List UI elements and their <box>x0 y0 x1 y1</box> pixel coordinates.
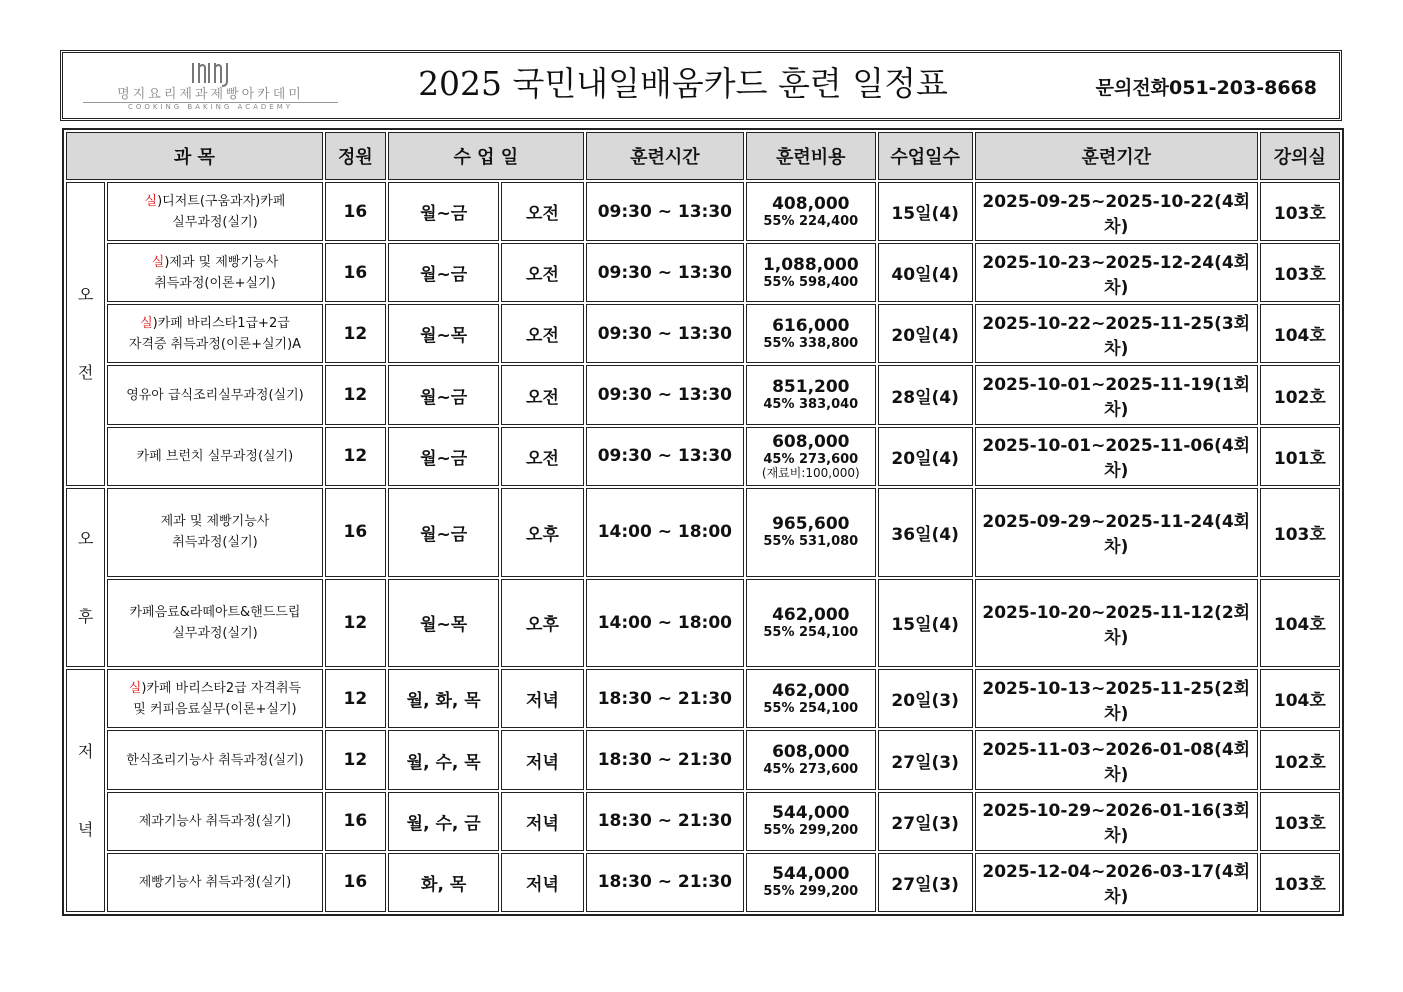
fee-subsidy: 45% 273,600 <box>763 451 859 467</box>
page-header <box>60 50 1342 121</box>
fee-subsidy: 55% 531,080 <box>763 534 859 550</box>
time-of-day-cell: 오전 <box>501 304 583 363</box>
course-name-line2: 자격증 취득과정(이론+실기)A <box>128 336 302 352</box>
table-row <box>66 365 1340 424</box>
training-time-cell: 14:00 ~ 18:00 <box>586 488 745 577</box>
class-days-cell: 월~목 <box>388 304 499 363</box>
table-row <box>66 792 1340 851</box>
academy-logo <box>83 59 338 115</box>
capacity-cell: 16 <box>325 243 386 302</box>
fee-cell <box>746 853 875 912</box>
room-cell: 101호 <box>1260 427 1340 486</box>
capacity-cell: 12 <box>325 304 386 363</box>
training-period-cell: 2025-09-29~2025-11-24(4회차) <box>975 488 1258 577</box>
fee-subsidy: 45% 273,600 <box>763 762 859 778</box>
training-time-cell: 09:30 ~ 13:30 <box>586 427 745 486</box>
fee-subsidy: 55% 299,200 <box>763 823 859 839</box>
course-name-line1: 제빵기능사 취득과정(실기) <box>138 874 292 890</box>
time-of-day-cell: 오전 <box>501 182 583 241</box>
session-label <box>66 182 105 486</box>
day-count-cell: 27일(3) <box>878 730 973 789</box>
session-char: 전 <box>77 362 94 382</box>
day-count-cell: 28일(4) <box>878 365 973 424</box>
course-name-line1: 한식조리기능사 취득과정(실기) <box>126 752 304 768</box>
room-cell: 103호 <box>1260 243 1340 302</box>
day-count-cell: 15일(4) <box>878 579 973 668</box>
time-of-day-cell: 저녁 <box>501 792 583 851</box>
training-time-cell: 18:30 ~ 21:30 <box>586 792 745 851</box>
fee-cell <box>746 427 875 486</box>
table-row <box>66 182 1340 241</box>
course-name-line1: )카페 바리스타1급+2급 <box>152 315 290 331</box>
room-cell: 103호 <box>1260 853 1340 912</box>
table-body <box>66 182 1340 912</box>
class-days-cell: 월~금 <box>388 488 499 577</box>
course-name <box>107 182 323 241</box>
day-count-cell: 36일(4) <box>878 488 973 577</box>
day-count-cell: 20일(4) <box>878 304 973 363</box>
course-name-line2: 취득과정(이론+실기) <box>154 275 276 291</box>
training-time-cell: 18:30 ~ 21:30 <box>586 669 745 728</box>
logo-english-text: COOKING BAKING ACADEMY <box>127 103 294 111</box>
header-day-count: 수업일수 <box>878 132 973 180</box>
fee-cell <box>746 488 875 577</box>
header-capacity: 정원 <box>325 132 386 180</box>
class-days-cell: 월~목 <box>388 579 499 668</box>
table-header-row <box>66 132 1340 180</box>
fee-amount: 544,000 <box>772 803 850 824</box>
training-period-cell: 2025-10-29~2026-01-16(3회차) <box>975 792 1258 851</box>
fee-amount: 851,200 <box>772 377 850 398</box>
fee-cell <box>746 579 875 668</box>
training-time-cell: 18:30 ~ 21:30 <box>586 853 745 912</box>
fee-amount: 408,000 <box>772 193 850 214</box>
class-days-cell: 화, 목 <box>388 853 499 912</box>
fee-cell <box>746 730 875 789</box>
time-of-day-cell: 저녁 <box>501 730 583 789</box>
table-row <box>66 488 1340 577</box>
capacity-cell: 16 <box>325 488 386 577</box>
session-char: 오 <box>77 284 94 304</box>
session-char: 오 <box>77 528 94 548</box>
fee-cell <box>746 243 875 302</box>
session-char: 저 <box>77 741 94 761</box>
time-of-day-cell: 오전 <box>501 243 583 302</box>
table-row <box>66 730 1340 789</box>
table-row <box>66 427 1340 486</box>
day-count-cell: 27일(3) <box>878 792 973 851</box>
capacity-cell: 16 <box>325 792 386 851</box>
class-days-cell: 월, 화, 목 <box>388 669 499 728</box>
capacity-cell: 12 <box>325 730 386 789</box>
course-name <box>107 304 323 363</box>
class-days-cell: 월~금 <box>388 243 499 302</box>
day-count-cell: 40일(4) <box>878 243 973 302</box>
fee-cell <box>746 182 875 241</box>
room-cell: 102호 <box>1260 365 1340 424</box>
class-days-cell: 월~금 <box>388 427 499 486</box>
session-label <box>66 669 105 912</box>
class-days-cell: 월, 수, 금 <box>388 792 499 851</box>
capacity-cell: 12 <box>325 669 386 728</box>
course-name-line1: )제과 및 제빵기능사 <box>164 254 279 270</box>
fee-amount: 608,000 <box>772 431 850 452</box>
course-name-line1: 카페 브런치 실무과정(실기) <box>136 448 294 464</box>
fee-amount: 616,000 <box>772 315 850 336</box>
capacity-cell: 16 <box>325 182 386 241</box>
capacity-cell: 16 <box>325 853 386 912</box>
training-period-cell: 2025-10-20~2025-11-12(2회차) <box>975 579 1258 668</box>
day-count-cell: 20일(4) <box>878 427 973 486</box>
training-period-cell: 2025-12-04~2026-03-17(4회차) <box>975 853 1258 912</box>
fee-cell <box>746 669 875 728</box>
training-period-cell: 2025-10-22~2025-11-25(3회차) <box>975 304 1258 363</box>
class-days-cell: 월~금 <box>388 365 499 424</box>
practical-mark: 실 <box>151 254 165 270</box>
fee-subsidy: 55% 254,100 <box>763 624 859 640</box>
course-name <box>107 853 323 912</box>
training-time-cell: 09:30 ~ 13:30 <box>586 243 745 302</box>
fee-subsidy: 45% 383,040 <box>763 397 859 413</box>
fee-cell <box>746 792 875 851</box>
table-row <box>66 304 1340 363</box>
practical-mark: 실 <box>144 193 158 209</box>
room-cell: 102호 <box>1260 730 1340 789</box>
schedule-table <box>64 130 1342 914</box>
fee-amount: 608,000 <box>772 742 850 763</box>
course-name-line2: 실무과정(실기) <box>172 214 258 230</box>
training-period-cell: 2025-10-01~2025-11-19(1회차) <box>975 365 1258 424</box>
room-cell: 104호 <box>1260 304 1340 363</box>
page-title: 2025 국민내일배움카드 훈련 일정표 <box>418 64 948 103</box>
course-name <box>107 669 323 728</box>
training-time-cell: 09:30 ~ 13:30 <box>586 304 745 363</box>
course-name-line1: 영유아 급식조리실무과정(실기) <box>126 387 304 403</box>
header-class-days: 수 업 일 <box>388 132 584 180</box>
course-name <box>107 243 323 302</box>
day-count-cell: 27일(3) <box>878 853 973 912</box>
capacity-cell: 12 <box>325 427 386 486</box>
day-count-cell: 20일(3) <box>878 669 973 728</box>
fee-amount: 1,088,000 <box>762 254 859 275</box>
room-cell: 104호 <box>1260 669 1340 728</box>
table-row <box>66 669 1340 728</box>
header-period: 훈련기간 <box>975 132 1258 180</box>
training-period-cell: 2025-10-23~2025-12-24(4회차) <box>975 243 1258 302</box>
course-name-line1: )카페 바리스타2급 자격취득 <box>141 680 302 696</box>
course-name-line1: 제과 및 제빵기능사 <box>160 514 270 530</box>
course-name <box>107 792 323 851</box>
fee-subsidy: 55% 598,400 <box>763 274 859 290</box>
capacity-cell: 12 <box>325 365 386 424</box>
course-name <box>107 730 323 789</box>
contact-phone: 문의전화051-203-8668 <box>1095 77 1317 99</box>
course-name-line2: 실무과정(실기) <box>172 625 258 641</box>
training-time-cell: 09:30 ~ 13:30 <box>586 182 745 241</box>
time-of-day-cell: 저녁 <box>501 853 583 912</box>
course-name <box>107 579 323 668</box>
fee-cell <box>746 365 875 424</box>
time-of-day-cell: 오전 <box>501 427 583 486</box>
time-of-day-cell: 오전 <box>501 365 583 424</box>
training-period-cell: 2025-09-25~2025-10-22(4회차) <box>975 182 1258 241</box>
class-days-cell: 월~금 <box>388 182 499 241</box>
header-time: 훈련시간 <box>586 132 745 180</box>
schedule-table-frame <box>62 128 1344 916</box>
fee-amount: 462,000 <box>772 604 850 625</box>
time-of-day-cell: 오후 <box>501 579 583 668</box>
room-cell: 104호 <box>1260 579 1340 668</box>
training-time-cell: 14:00 ~ 18:00 <box>586 579 745 668</box>
room-cell: 103호 <box>1260 182 1340 241</box>
fee-subsidy: 55% 299,200 <box>763 884 859 900</box>
table-row <box>66 243 1340 302</box>
logo-mark-icon <box>189 59 233 87</box>
training-period-cell: 2025-10-01~2025-11-06(4회차) <box>975 427 1258 486</box>
training-time-cell: 09:30 ~ 13:30 <box>586 365 745 424</box>
training-time-cell: 18:30 ~ 21:30 <box>586 730 745 789</box>
fee-amount: 965,600 <box>772 514 850 535</box>
fee-subsidy: 55% 224,400 <box>763 213 859 229</box>
session-label <box>66 488 105 668</box>
time-of-day-cell: 오후 <box>501 488 583 577</box>
fee-cell <box>746 304 875 363</box>
course-name <box>107 488 323 577</box>
training-period-cell: 2025-11-03~2026-01-08(4회차) <box>975 730 1258 789</box>
table-row <box>66 853 1340 912</box>
training-period-cell: 2025-10-13~2025-11-25(2회차) <box>975 669 1258 728</box>
time-of-day-cell: 저녁 <box>501 669 583 728</box>
capacity-cell: 12 <box>325 579 386 668</box>
fee-amount: 544,000 <box>772 864 850 885</box>
practical-mark: 실 <box>128 680 142 696</box>
course-name-line2: 취득과정(실기) <box>172 535 258 551</box>
header-fee: 훈련비용 <box>746 132 875 180</box>
fee-subsidy: 55% 254,100 <box>763 700 859 716</box>
course-name-line1: 제과기능사 취득과정(실기) <box>138 813 292 829</box>
header-course: 과 목 <box>66 132 323 180</box>
room-cell: 103호 <box>1260 488 1340 577</box>
session-char: 후 <box>77 606 94 626</box>
course-name-line2: 및 커피음료실무(이론+실기) <box>133 701 297 717</box>
logo-korean-text: 명지요리제과제빵아카데미 <box>83 88 338 103</box>
room-cell: 103호 <box>1260 792 1340 851</box>
fee-amount: 462,000 <box>772 680 850 701</box>
course-name-line1: )디저트(구움과자)카페 <box>157 193 286 209</box>
session-char: 녁 <box>77 819 94 839</box>
fee-subsidy: 55% 338,800 <box>763 335 859 351</box>
table-row <box>66 579 1340 668</box>
practical-mark: 실 <box>140 315 153 331</box>
course-name-line1: 카페음료&라떼아트&핸드드립 <box>129 604 301 620</box>
course-name <box>107 427 323 486</box>
course-name <box>107 365 323 424</box>
day-count-cell: 15일(4) <box>878 182 973 241</box>
class-days-cell: 월, 수, 목 <box>388 730 499 789</box>
fee-note: (재료비:100,000) <box>761 465 860 480</box>
header-room: 강의실 <box>1260 132 1340 180</box>
